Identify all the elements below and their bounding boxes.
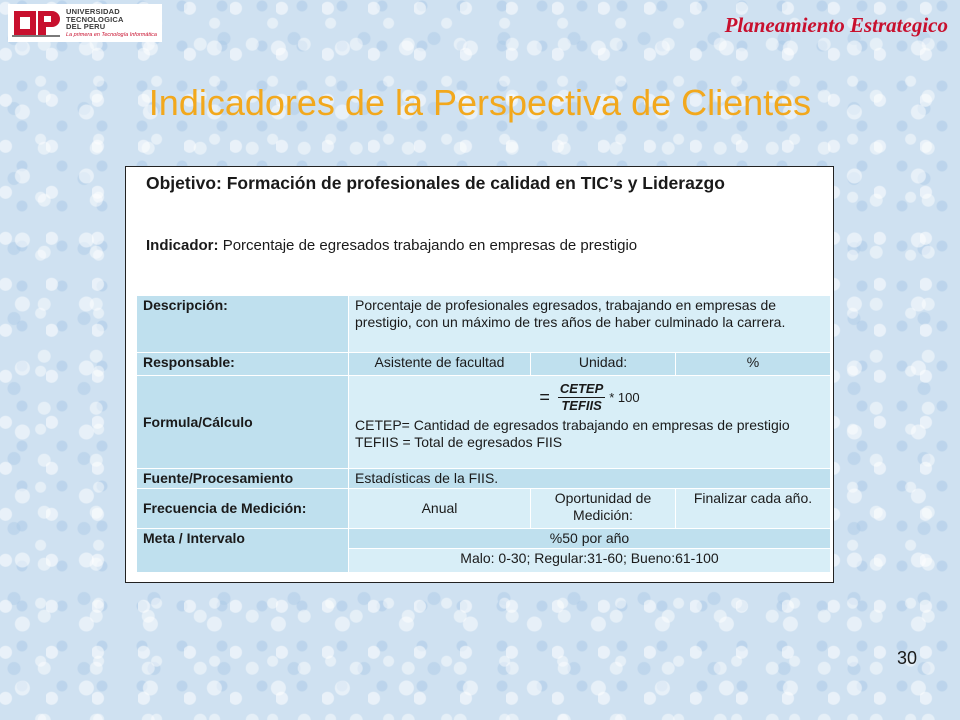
frecuencia-label: Frecuencia de Medición:	[137, 489, 349, 529]
formula-denominator: TEFIIS	[561, 397, 602, 413]
logo-line-1: UNIVERSIDAD	[66, 7, 120, 16]
responsable-label: Responsable:	[137, 353, 349, 376]
fuente-label: Fuente/Procesamiento	[137, 469, 349, 489]
logo-line-3: DEL PERU	[66, 22, 106, 31]
objective-label: Objetivo:	[146, 173, 222, 193]
indicator-text: Porcentaje de egresados trabajando en empresas de prestigio	[222, 237, 638, 254]
table-row	[137, 353, 831, 376]
brand-title: Planeamiento Estrategico	[724, 13, 948, 37]
frecuencia-value: Anual	[349, 489, 531, 529]
objective-text: Formación de profesionales de calidad en TIC’s y Liderazgo	[226, 173, 725, 193]
logo-line-2: TECNOLOGICA	[66, 14, 124, 24]
meta-label: Meta / Intervalo	[137, 529, 349, 573]
table-row	[137, 469, 831, 489]
page-number: 30	[896, 648, 917, 668]
formula-multiplier: * 100	[609, 389, 640, 405]
university-logo	[8, 4, 162, 42]
indicator-label: Indicador:	[146, 237, 219, 254]
slide-title: Indicadores de la Perspectiva de Clientes	[148, 82, 812, 123]
formula-definition-cetep: CETEP= Cantidad de egresados trabajando en empresas de prestigio	[355, 417, 790, 433]
fraction	[558, 381, 605, 414]
indicator-table	[136, 295, 831, 573]
table-row	[137, 529, 831, 549]
descripcion-value: Porcentaje de profesionales egresados, trabajando en empresas de prestigio, con un máximo de tres años de haber culminado la carrera.	[349, 296, 831, 353]
utp-logo-icon	[12, 5, 62, 41]
formula-label: Formula/Cálculo	[137, 376, 349, 469]
indicator-card	[125, 166, 834, 583]
descripcion-label: Descripción:	[137, 296, 349, 353]
fuente-value: Estadísticas de la FIIS.	[349, 469, 831, 489]
table-row	[137, 489, 831, 529]
meta-value: %50 por año	[349, 529, 831, 549]
formula-definition-tefiis: TEFIIS = Total de egresados FIIS	[355, 434, 563, 450]
indicator-line	[146, 237, 637, 254]
objective-heading	[146, 170, 766, 196]
responsable-value: Asistente de facultad	[349, 353, 531, 376]
table-row	[137, 376, 831, 469]
unidad-value: %	[676, 353, 831, 376]
unidad-label: Unidad:	[531, 353, 676, 376]
oportunidad-value: Finalizar cada año.	[676, 489, 831, 529]
oportunidad-label: Oportunidad de Medición:	[531, 489, 676, 529]
intervalo-value: Malo: 0-30; Regular:31-60; Bueno:61-100	[349, 549, 831, 573]
logo-tagline: La primera en Tecnología Informática	[66, 31, 157, 38]
formula-fraction	[355, 377, 824, 417]
formula-value	[349, 376, 831, 469]
formula-equals: =	[539, 386, 550, 407]
formula-numerator: CETEP	[559, 380, 604, 396]
table-row	[137, 296, 831, 353]
logo-text	[66, 8, 157, 38]
